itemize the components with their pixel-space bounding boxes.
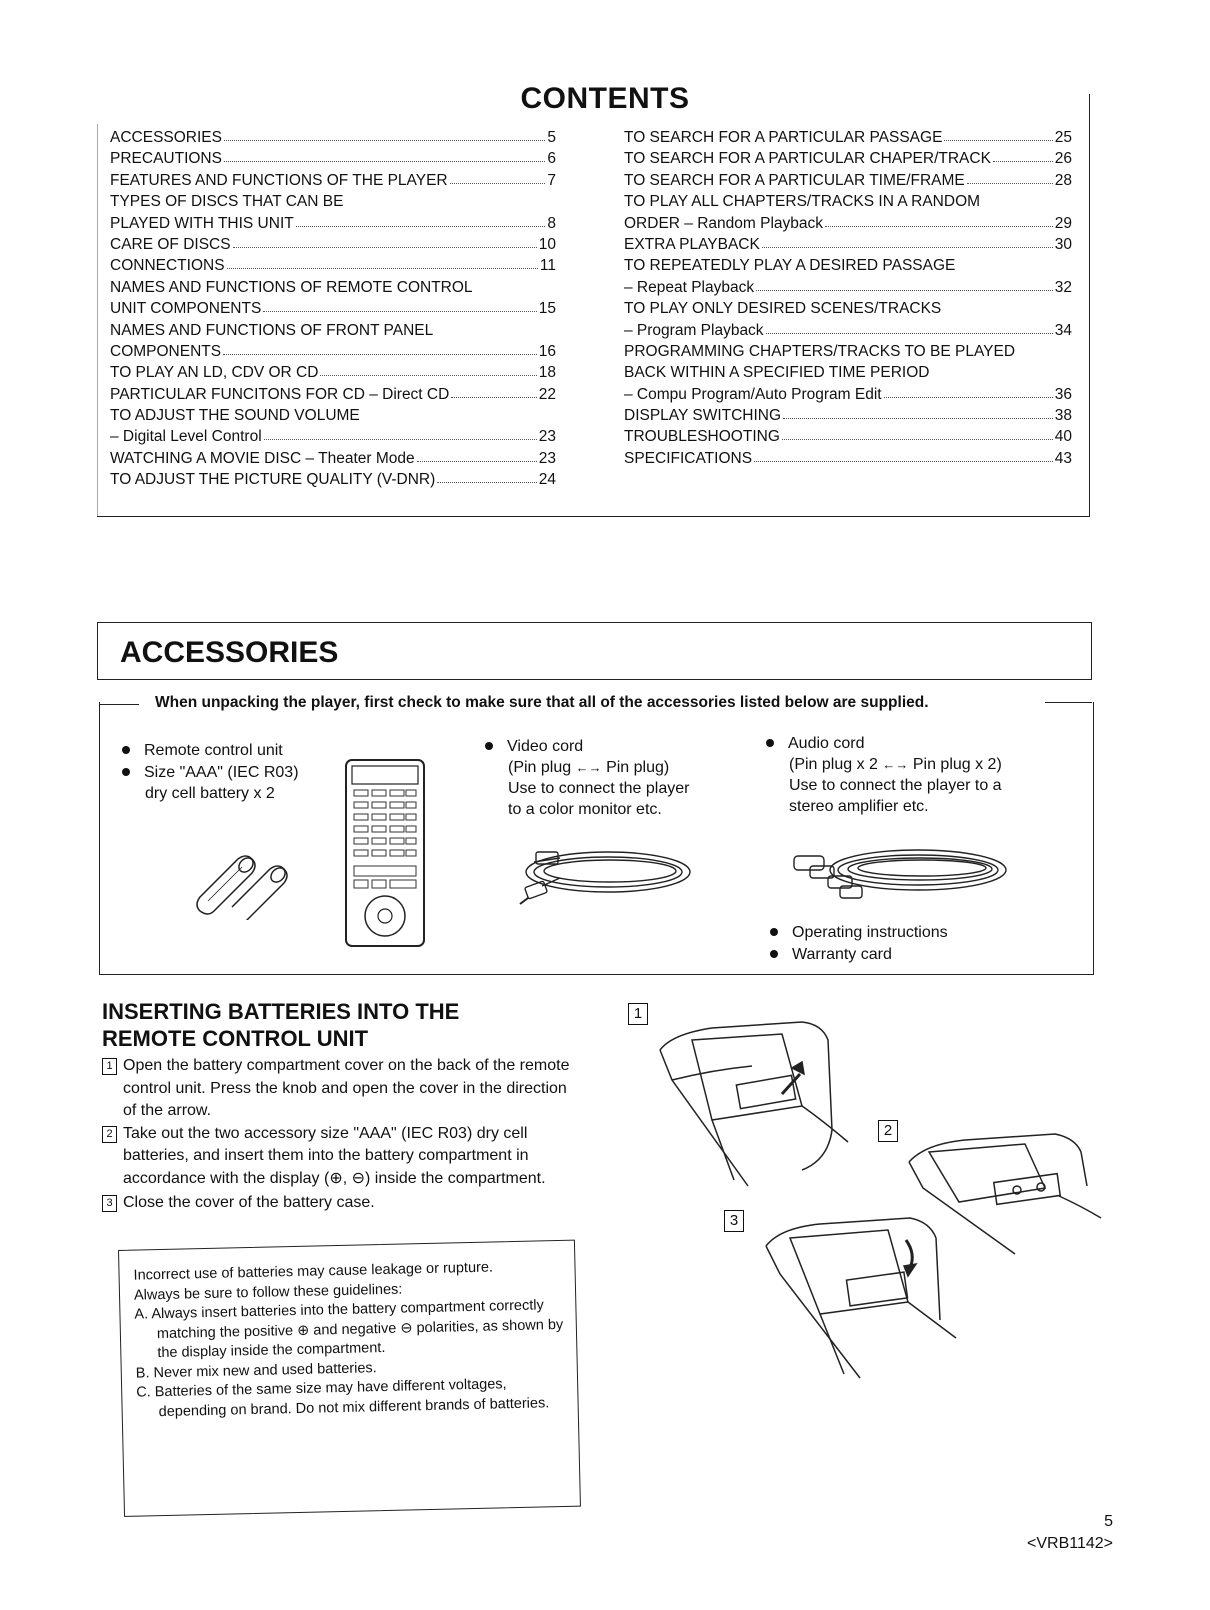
warning-item-c: C. Batteries of the same size may have different voltages, depending on brand. Do not mix different brands of batteries. bbox=[136, 1376, 550, 1420]
toc-entry-page: 32 bbox=[1054, 278, 1072, 296]
toc-entry-page: 43 bbox=[1054, 449, 1072, 467]
toc-entry-title: PLAYED WITH THIS UNIT bbox=[110, 214, 294, 232]
toc-entry-title: DISPLAY SWITCHING bbox=[624, 407, 782, 425]
toc-entry-title: PRECAUTIONS bbox=[110, 150, 222, 168]
toc-entry-title: – Compu Program/Auto Program Edit bbox=[624, 385, 882, 403]
toc-entry-title: ACCESSORIES bbox=[110, 129, 222, 146]
toc-entry bbox=[110, 448, 556, 469]
toc-entry-title: TO ADJUST THE SOUND VOLUME bbox=[110, 407, 360, 425]
toc-leader-dots bbox=[264, 426, 537, 440]
toc-entry bbox=[624, 234, 1072, 255]
figure-2-label: 2 bbox=[878, 1120, 898, 1142]
toc-entry-title: TO ADJUST THE PICTURE QUALITY (V-DNR) bbox=[110, 471, 436, 489]
toc-entry-title: – Program Playback bbox=[624, 321, 764, 339]
battery-warning-box bbox=[118, 1240, 581, 1517]
toc-entry-title: TO PLAY ONLY DESIRED SCENES/TRACKS bbox=[624, 300, 942, 318]
bullet-icon bbox=[122, 768, 130, 776]
toc-entry-page: 11 bbox=[539, 257, 556, 275]
toc-leader-dots bbox=[224, 127, 545, 141]
toc-entry bbox=[624, 127, 1072, 148]
toc-leader-dots bbox=[782, 426, 1053, 440]
video-cord-plug-right: Pin plug) bbox=[606, 759, 670, 776]
warning-line-1: Incorrect use of batteries may cause leakage or rupture. bbox=[133, 1259, 494, 1284]
toc-leader-dots bbox=[944, 127, 1052, 141]
divider bbox=[1045, 702, 1092, 703]
operating-instructions-label: Operating instructions bbox=[792, 924, 948, 941]
step-2-number: 2 bbox=[102, 1126, 117, 1143]
toc-entry-title: FEATURES AND FUNCTIONS OF THE PLAYER bbox=[110, 171, 448, 189]
toc-entry bbox=[110, 277, 556, 298]
toc-entry-title: EXTRA PLAYBACK bbox=[624, 235, 760, 253]
toc-entry-title: TO SEARCH FOR A PARTICULAR TIME/FRAME bbox=[624, 171, 965, 189]
toc-entry-page: 30 bbox=[1054, 235, 1072, 253]
toc-entry-page: 16 bbox=[538, 342, 556, 360]
toc-entry bbox=[624, 277, 1072, 298]
toc-leader-dots bbox=[223, 341, 537, 355]
toc-entry-page: 23 bbox=[538, 449, 556, 467]
toc-entry bbox=[110, 213, 556, 234]
video-cord-illustration bbox=[498, 838, 694, 910]
toc-entry bbox=[624, 148, 1072, 169]
step-3-text: Close the cover of the battery case. bbox=[123, 1194, 375, 1211]
step-3 bbox=[102, 1192, 572, 1215]
toc-entry bbox=[110, 469, 556, 490]
audio-cord-plugs bbox=[789, 754, 1002, 775]
accessory-warranty-card bbox=[770, 944, 892, 965]
accessory-video-cord-label: Video cord bbox=[507, 738, 584, 755]
toc-leader-dots bbox=[756, 277, 1053, 291]
accessory-battery bbox=[122, 762, 299, 783]
toc-entry-page: 8 bbox=[547, 214, 556, 232]
warning-item-b: B. Never mix new and used batteries. bbox=[135, 1359, 377, 1382]
double-arrow-icon: ←→ bbox=[882, 757, 909, 772]
step-1-text: Open the battery compartment cover on the back of the remote control unit. Press the knob and open the cover in the direction of the arrow. bbox=[123, 1057, 570, 1119]
batteries-illustration bbox=[186, 845, 296, 920]
toc-entry bbox=[624, 320, 1072, 341]
toc-entry bbox=[624, 255, 1072, 276]
figure-1-label: 1 bbox=[628, 1003, 648, 1025]
toc-leader-dots bbox=[766, 320, 1053, 334]
toc-entry-page: 22 bbox=[538, 385, 556, 403]
toc-entry-page: 26 bbox=[1054, 150, 1072, 168]
figure-3-close-cover-illustration bbox=[760, 1210, 970, 1380]
inserting-batteries-heading bbox=[102, 998, 522, 1052]
step-3-number: 3 bbox=[102, 1195, 117, 1212]
toc-entry-title: TO PLAY ALL CHAPTERS/TRACKS IN A RANDOM bbox=[624, 193, 981, 211]
toc-entry-page: 36 bbox=[1054, 385, 1072, 403]
toc-entry-title: COMPONENTS bbox=[110, 342, 222, 360]
toc-leader-dots bbox=[783, 405, 1053, 419]
accessory-remote-label: Remote control unit bbox=[144, 742, 283, 759]
toc-entry-title: – Digital Level Control bbox=[110, 428, 262, 446]
step-1 bbox=[102, 1055, 572, 1123]
toc-entry-page: 23 bbox=[538, 428, 556, 446]
toc-entry-page: 29 bbox=[1054, 214, 1072, 232]
toc-left-column bbox=[110, 127, 556, 491]
warning-item-a: A. Always insert batteries into the battery compartment correctly matching the positive ⊕ and negative ⊖ polarities, as shown by the display inside the compartment. bbox=[134, 1297, 564, 1362]
bullet-icon bbox=[766, 739, 774, 747]
video-cord-use: Use to connect the player bbox=[508, 780, 690, 797]
toc-entry-title: TO SEARCH FOR A PARTICULAR PASSAGE bbox=[624, 129, 943, 146]
toc-leader-dots bbox=[320, 362, 536, 376]
toc-entry bbox=[110, 170, 556, 191]
step-2-text: Take out the two accessory size "AAA" (IEC R03) dry cell batteries, and insert them into the battery compartment in accordance with the display (⊕, ⊖) inside the compartment. bbox=[123, 1124, 546, 1187]
toc-leader-dots bbox=[825, 213, 1053, 227]
toc-entry bbox=[110, 127, 556, 148]
toc-leader-dots bbox=[754, 448, 1053, 462]
toc-entry-title: CARE OF DISCS bbox=[110, 235, 231, 253]
toc-leader-dots bbox=[296, 213, 546, 227]
audio-cord-plug-right: Pin plug x 2) bbox=[912, 756, 1002, 773]
remote-control-illustration bbox=[340, 758, 430, 950]
divider bbox=[99, 704, 139, 705]
toc-leader-dots bbox=[967, 170, 1053, 184]
document-code: <VRB1142> bbox=[1027, 1535, 1113, 1552]
audio-cord-use: Use to connect the player to a bbox=[789, 777, 1002, 794]
step-1-number: 1 bbox=[102, 1058, 117, 1075]
toc-entry-page: 38 bbox=[1054, 407, 1072, 425]
toc-entry-title: SPECIFICATIONS bbox=[624, 449, 753, 467]
video-cord-use-2: to a color monitor etc. bbox=[508, 801, 662, 818]
toc-leader-dots bbox=[233, 234, 537, 248]
toc-entry-page: 15 bbox=[538, 300, 556, 318]
toc-entry bbox=[624, 426, 1072, 447]
accessories-check-note: When unpacking the player, first check to make sure that all of the accessories listed below are supplied. bbox=[155, 694, 929, 711]
audio-cord-use-2: stereo amplifier etc. bbox=[789, 798, 929, 815]
accessory-audio-cord bbox=[766, 733, 865, 754]
toc-entry-page: 6 bbox=[547, 150, 556, 168]
toc-entry-page: 10 bbox=[538, 235, 556, 253]
accessory-battery-label: Size "AAA" (IEC R03) bbox=[144, 764, 299, 781]
toc-entry bbox=[624, 362, 1072, 383]
toc-leader-dots bbox=[993, 148, 1053, 162]
toc-entry bbox=[624, 191, 1072, 212]
double-arrow-icon: ←→ bbox=[575, 760, 602, 775]
accessory-remote bbox=[122, 740, 283, 761]
toc-entry-page: 24 bbox=[538, 471, 556, 489]
toc-entry-title: TO SEARCH FOR A PARTICULAR CHAPER/TRACK bbox=[624, 150, 991, 168]
toc-entry-title: TO PLAY AN LD, CDV OR CD bbox=[110, 364, 319, 382]
figure-1-remote-back-illustration bbox=[652, 1010, 872, 1190]
toc-entry-page: 7 bbox=[547, 171, 556, 189]
toc-entry-title: PARTICULAR FUNCITONS FOR CD – Direct CD bbox=[110, 385, 450, 403]
toc-entry bbox=[110, 341, 556, 362]
toc-entry bbox=[624, 384, 1072, 405]
toc-leader-dots bbox=[224, 148, 545, 162]
toc-entry-title: NAMES AND FUNCTIONS OF FRONT PANEL bbox=[110, 321, 434, 339]
bullet-icon bbox=[122, 746, 130, 754]
warning-line-2: Always be sure to follow these guidelines: bbox=[133, 1281, 403, 1304]
battery-steps bbox=[102, 1055, 572, 1215]
toc-leader-dots bbox=[450, 170, 546, 184]
toc-entry bbox=[110, 362, 556, 383]
toc-entry bbox=[110, 426, 556, 447]
toc-entry-title: NAMES AND FUNCTIONS OF REMOTE CONTROL bbox=[110, 278, 473, 296]
warranty-card-label: Warranty card bbox=[792, 946, 892, 963]
toc-entry bbox=[624, 298, 1072, 319]
bullet-icon bbox=[770, 950, 778, 958]
toc-entry-page: 28 bbox=[1054, 171, 1072, 189]
toc-leader-dots bbox=[263, 298, 536, 312]
video-cord-plugs bbox=[508, 757, 669, 778]
toc-leader-dots bbox=[884, 384, 1053, 398]
toc-entry-title: TYPES OF DISCS THAT CAN BE bbox=[110, 193, 344, 211]
accessories-title: ACCESSORIES bbox=[120, 636, 339, 669]
step-2 bbox=[102, 1123, 572, 1191]
accessory-battery-sub: dry cell battery x 2 bbox=[145, 785, 275, 802]
toc-entry-page: 34 bbox=[1054, 321, 1072, 339]
toc-entry-title: BACK WITHIN A SPECIFIED TIME PERIOD bbox=[624, 364, 930, 382]
toc-entry bbox=[624, 170, 1072, 191]
toc-right-column bbox=[624, 127, 1072, 469]
toc-entry bbox=[110, 234, 556, 255]
toc-leader-dots bbox=[227, 255, 538, 269]
toc-entry bbox=[624, 341, 1072, 362]
toc-entry bbox=[110, 405, 556, 426]
accessory-audio-cord-label: Audio cord bbox=[788, 735, 865, 752]
toc-entry bbox=[624, 405, 1072, 426]
toc-entry bbox=[110, 148, 556, 169]
toc-leader-dots bbox=[451, 384, 536, 398]
toc-entry-title: CONNECTIONS bbox=[110, 257, 225, 275]
toc-entry bbox=[110, 384, 556, 405]
toc-entry-title: TO REPEATEDLY PLAY A DESIRED PASSAGE bbox=[624, 257, 956, 275]
video-cord-plug-left: (Pin plug bbox=[508, 759, 572, 776]
toc-entry-page: 5 bbox=[547, 129, 556, 146]
audio-cord-illustration bbox=[788, 836, 1016, 908]
accessory-video-cord bbox=[485, 736, 583, 757]
toc-entry bbox=[110, 320, 556, 341]
toc-entry-page: 40 bbox=[1054, 428, 1072, 446]
toc-entry bbox=[624, 448, 1072, 469]
toc-entry-title: UNIT COMPONENTS bbox=[110, 300, 262, 318]
audio-cord-plug-left: (Pin plug x 2 bbox=[789, 756, 878, 773]
toc-entry bbox=[624, 213, 1072, 234]
accessory-operating-instructions bbox=[770, 922, 948, 943]
toc-entry bbox=[110, 191, 556, 212]
contents-title: CONTENTS bbox=[520, 82, 690, 115]
heading-line-2: REMOTE CONTROL UNIT bbox=[102, 1026, 369, 1051]
toc-entry-title: ORDER – Random Playback bbox=[624, 214, 823, 232]
toc-entry-page: 25 bbox=[1054, 129, 1072, 146]
toc-entry-page: 18 bbox=[538, 364, 556, 382]
toc-entry-title: WATCHING A MOVIE DISC – Theater Mode bbox=[110, 449, 415, 467]
battery-warning-text bbox=[133, 1257, 566, 1423]
page-number: 5 bbox=[1104, 1513, 1113, 1530]
toc-entry bbox=[110, 255, 556, 276]
toc-leader-dots bbox=[437, 469, 536, 483]
figure-3-label: 3 bbox=[724, 1210, 744, 1232]
toc-entry bbox=[110, 298, 556, 319]
bullet-icon bbox=[770, 928, 778, 936]
toc-entry-title: – Repeat Playback bbox=[624, 278, 755, 296]
toc-entry-title: TROUBLESHOOTING bbox=[624, 428, 780, 446]
bullet-icon bbox=[485, 742, 493, 750]
toc-leader-dots bbox=[762, 234, 1053, 248]
toc-leader-dots bbox=[417, 448, 537, 462]
toc-entry-title: PROGRAMMING CHAPTERS/TRACKS TO BE PLAYED bbox=[624, 342, 1016, 360]
heading-line-1: INSERTING BATTERIES INTO THE bbox=[102, 999, 460, 1024]
